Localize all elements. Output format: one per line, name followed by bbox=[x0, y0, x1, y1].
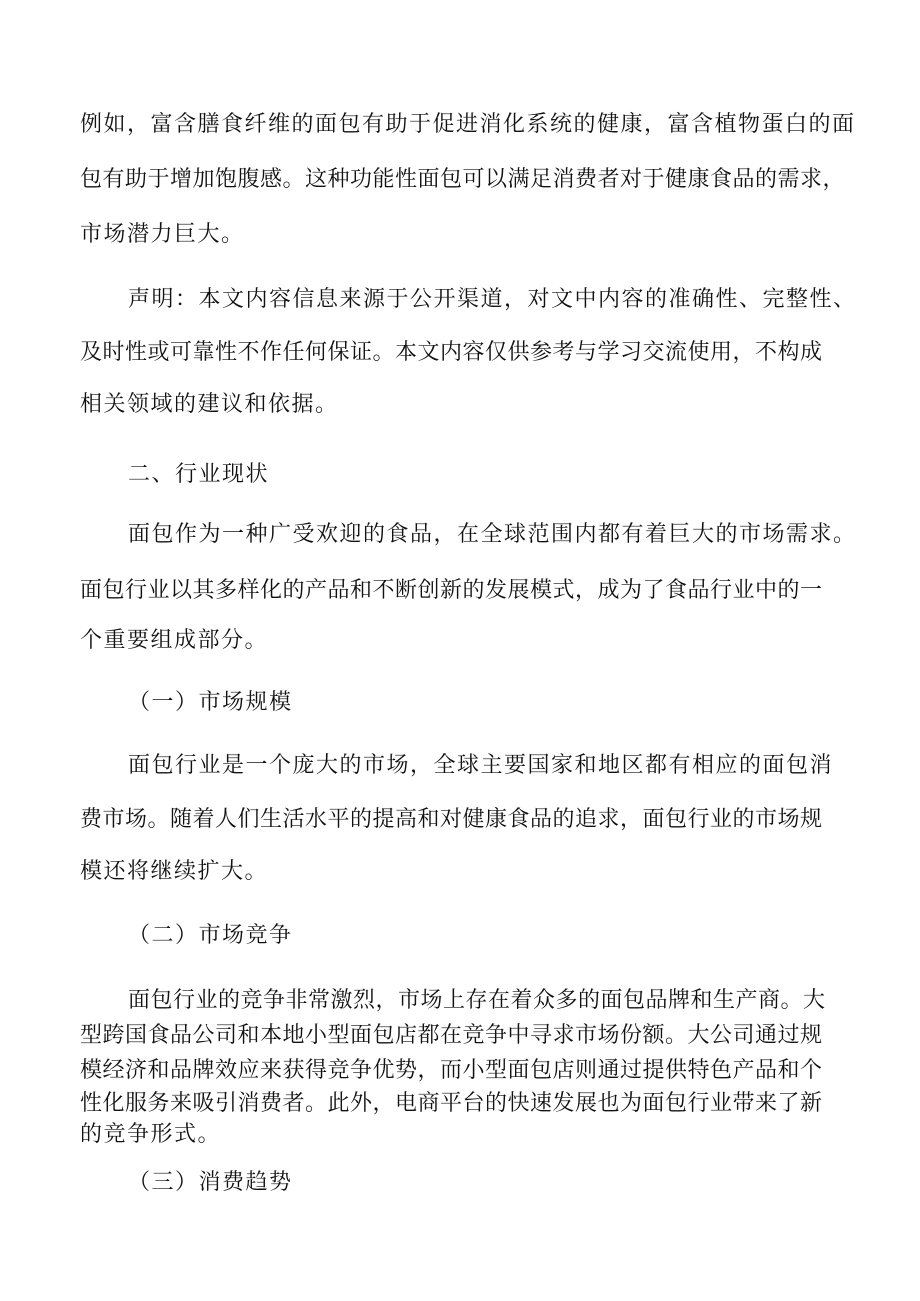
subsection-heading: （一）市场规模 bbox=[128, 690, 293, 715]
subsection-heading: （三）消费趋势 bbox=[128, 1170, 293, 1195]
paragraph-line: 例如，富含膳食纤维的面包有助于促进消化系统的健康，富含植物蛋白的面 bbox=[80, 112, 856, 137]
subsection-heading: （二）市场竞争 bbox=[128, 923, 293, 948]
paragraph-line: 性化服务来吸引消费者。此外，电商平台的快速发展也为面包行业带来了新 bbox=[80, 1091, 823, 1116]
disclaimer-line: 声明：本文内容信息来源于公开渠道，对文中内容的准确性、完整性、 bbox=[128, 287, 857, 312]
paragraph-line: 包有助于增加饱腹感。这种功能性面包可以满足消费者对于健康食品的需求， bbox=[80, 167, 846, 192]
disclaimer-line: 相关领域的建议和依据。 bbox=[80, 392, 339, 417]
paragraph-line: 模还将继续扩大。 bbox=[80, 859, 269, 884]
paragraph-line: 面包行业是一个庞大的市场，全球主要国家和地区都有相应的面包消 bbox=[128, 753, 834, 778]
paragraph-line: 市场潜力巨大。 bbox=[80, 222, 245, 247]
paragraph-line: 面包行业以其多样化的产品和不断创新的发展模式，成为了食品行业中的一 bbox=[80, 578, 823, 603]
paragraph-line: 面包行业的竞争非常激烈，市场上存在着众多的面包品牌和生产商。大 bbox=[128, 988, 826, 1013]
paragraph-line: 型跨国食品公司和本地小型面包店都在竞争中寻求市场份额。大公司通过规 bbox=[80, 1023, 823, 1048]
paragraph-line: 个重要组成部分。 bbox=[80, 628, 269, 653]
paragraph-line: 面包作为一种广受欢迎的食品，在全球范围内都有着巨大的市场需求。 bbox=[128, 522, 857, 547]
disclaimer-line: 及时性或可靠性不作任何保证。本文内容仅供参考与学习交流使用，不构成 bbox=[80, 340, 823, 365]
section-heading: 二、行业现状 bbox=[128, 462, 270, 487]
paragraph-line: 模经济和品牌效应来获得竞争优势，而小型面包店则通过提供特色产品和个 bbox=[80, 1058, 823, 1083]
paragraph-line: 费市场。随着人们生活水平的提高和对健康食品的追求，面包行业的市场规 bbox=[80, 807, 823, 832]
paragraph-line: 的竞争形式。 bbox=[80, 1122, 222, 1147]
